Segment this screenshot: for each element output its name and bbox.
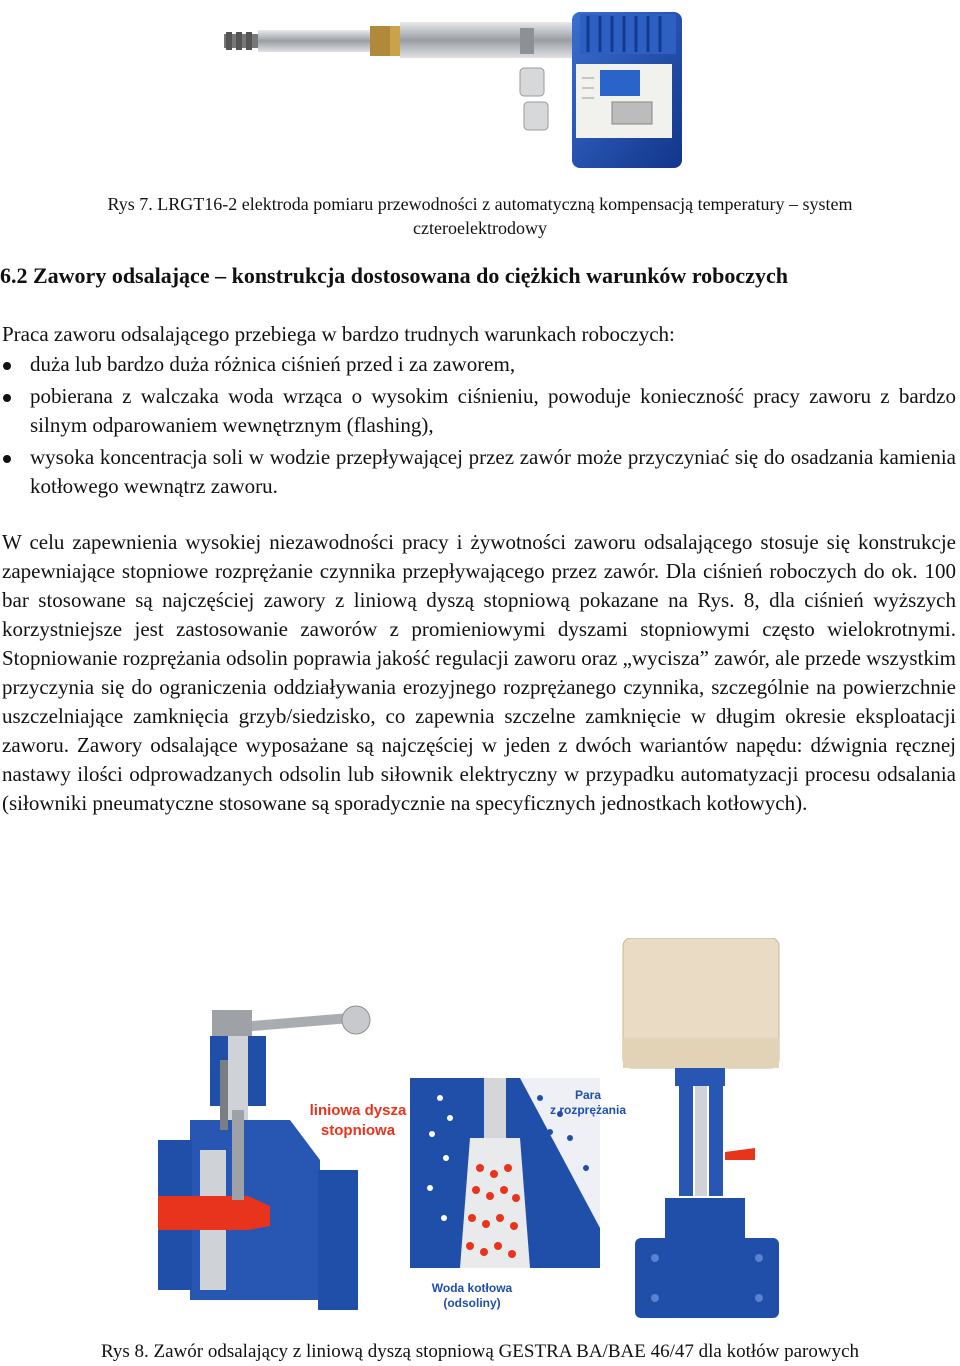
- figure8-caption: Rys 8. Zawór odsalający z liniową dyszą stopniową GESTRA BA/BAE 46/47 dla kotłów parowych: [100, 1341, 860, 1362]
- label-nozzle-line1: liniowa dysza: [309, 1102, 407, 1119]
- figure7-caption-line1: Rys 7. LRGT16-2 elektroda pomiaru przewodności z automatyczną kompensacją temperatury – system: [107, 194, 853, 214]
- intro-paragraph: Praca zaworu odsalającego przebiega w bardzo trudnych warunkach roboczych:: [2, 322, 675, 346]
- conditions-list: [0, 350, 956, 504]
- valve-cutaway-illustration: [150, 1000, 390, 1330]
- section-heading: 6.2 Zawory odsalające – konstrukcja dostosowana do ciężkich warunków roboczych: [0, 263, 788, 288]
- label-steam-line1: Para: [574, 1088, 602, 1102]
- label-steam-line2: z rozprężania: [549, 1103, 627, 1117]
- list-item: wysoka koncentracja soli w wodzie przepływającej przez zawór może przyczyniać się do osadzania kamienia kotłowego wewnątrz zaworu.: [0, 443, 956, 501]
- label-nozzle: [300, 1101, 416, 1141]
- bullet-icon: [3, 394, 11, 402]
- electrode-photo: [220, 8, 700, 170]
- list-item: duża lub bardzo duża różnica ciśnień przed i za zaworem,: [0, 350, 956, 379]
- label-nozzle-line2: stopniowa: [320, 1122, 396, 1139]
- label-water-line2: (odsoliny): [443, 1296, 501, 1310]
- figure7-caption-line2: czteroelektrodowy: [413, 218, 547, 238]
- bullet-icon: [3, 455, 11, 463]
- bullet-icon: [3, 362, 11, 370]
- label-steam: [540, 1088, 636, 1118]
- valve-actuator-illustration: [615, 938, 805, 1338]
- list-item: pobierana z walczaka woda wrząca o wysokim ciśnieniu, powoduje konieczność pracy zaworu z bardzo silnym odparowaniem wewnętrznym (flashing),: [0, 382, 956, 440]
- label-water: [420, 1281, 524, 1311]
- body-paragraph: W celu zapewnienia wysokiej niezawodności pracy i żywotności zaworu odsalającego stosuje się konstrukcje zapewniające stopniowe rozprężanie czynnika przepływającego przez zawór. Dla ciśnień roboczych do ok. 100 bar stosowane są najczęściej zawory z liniową dyszą stopniową pokazane na Rys. 8, dla ciśnień wyższych korzystniejsze jest zastosowanie zaworów z promieniowymi dyszami stopniowymi często wielokrotnymi. Stopniowanie rozprężania odsolin poprawia jakość regulacji zaworu oraz „wycisza” zawór, ale przede wszystkim przyczynia się do ograniczenia oddziaływania erozyjnego rozprężanego czynnika, szczególnie na powierzchnie uszczelniające zamknięcia grzyb/siedzisko, co zapewnia szczelne zamknięcie w długim okresie eksploatacji zaworu. Zawory odsalające wyposażane są najczęściej w jeden z dwóch wariantów napędu: dźwignia ręcznej nastawy ilości odprowadzanych odsolin lub siłownik elektryczny w przypadku automatyzacji procesu odsalania (siłowniki pneumatyczne stosowane są sporadycznie na specyficznych jednostkach kotłowych).: [2, 530, 956, 815]
- label-water-line1: Woda kotłowa: [431, 1281, 513, 1295]
